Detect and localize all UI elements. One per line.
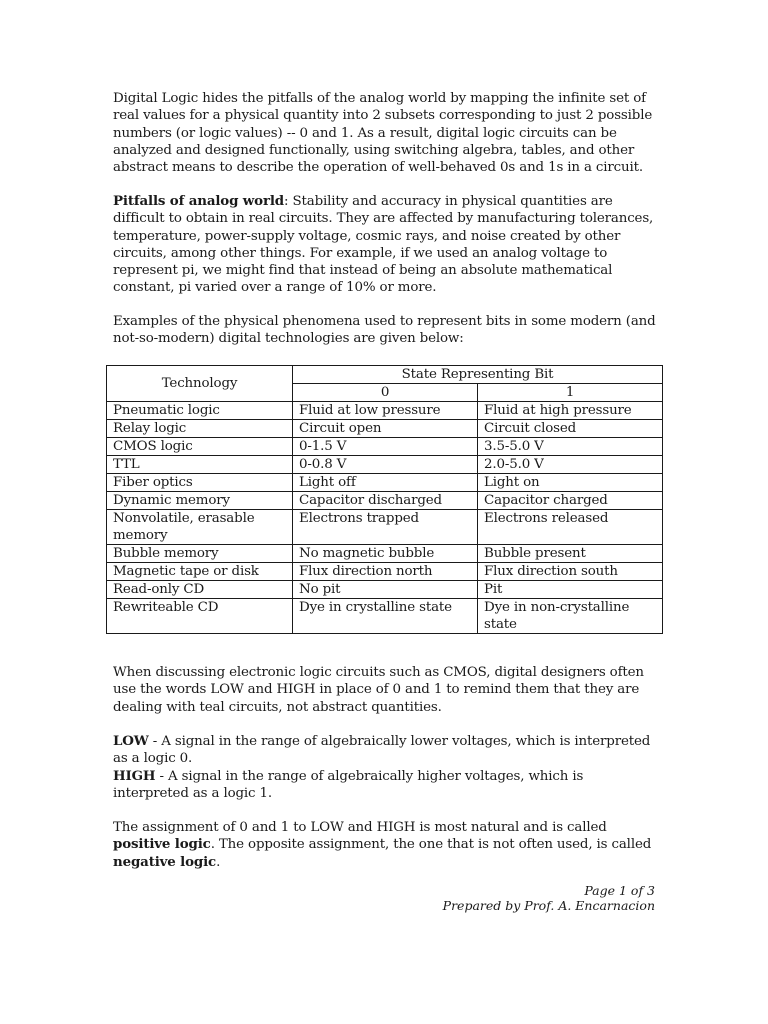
technology-cell: Relay logic bbox=[107, 420, 293, 438]
header-technology: Technology bbox=[107, 366, 293, 402]
table-row bbox=[107, 510, 663, 545]
technology-table bbox=[106, 365, 663, 634]
state-zero-cell: Fluid at low pressure bbox=[293, 402, 478, 420]
table-row bbox=[107, 474, 663, 492]
assignment-paragraph bbox=[113, 819, 658, 871]
high-definition: - A signal in the range of algebraically higher voltages, which is interpreted as a logic 1. bbox=[113, 768, 584, 801]
state-one-cell: Capacitor charged bbox=[478, 492, 663, 510]
table-row bbox=[107, 402, 663, 420]
technology-cell: Magnetic tape or disk bbox=[107, 563, 293, 581]
state-one-cell: Flux direction south bbox=[478, 563, 663, 581]
assignment-text-2: . The opposite assignment, the one that is not often used, is called bbox=[210, 837, 652, 853]
technology-cell: CMOS logic bbox=[107, 438, 293, 456]
high-term: HIGH bbox=[113, 767, 156, 784]
assignment-text-3: . bbox=[216, 854, 221, 870]
pitfalls-term: Pitfalls of analog world bbox=[113, 193, 285, 209]
low-high-intro-paragraph bbox=[113, 664, 658, 716]
state-zero-cell: No pit bbox=[293, 581, 478, 599]
state-one-cell: Pit bbox=[478, 581, 663, 599]
state-zero-cell: 0-1.5 V bbox=[293, 438, 478, 456]
assignment-text-1: The assignment of 0 and 1 to LOW and HIGH is most natural and is called bbox=[113, 820, 607, 835]
technology-cell: Dynamic memory bbox=[107, 492, 293, 510]
state-one-cell: Fluid at high pressure bbox=[478, 402, 663, 420]
state-zero-cell: Electrons trapped bbox=[293, 510, 478, 545]
state-zero-cell: Dye in crystalline state bbox=[293, 599, 478, 634]
state-one-cell: Bubble present bbox=[478, 545, 663, 563]
low-high-intro-text: When discussing electronic logic circuits such as CMOS, digital designers often use the words LOW and HIGH in place of 0 and 1 to remind them that they are dealing with teal circuits, not abstract quantities. bbox=[113, 665, 644, 715]
state-one-cell: Circuit closed bbox=[478, 420, 663, 438]
state-one-cell: Electrons released bbox=[478, 510, 663, 545]
low-term: LOW bbox=[113, 733, 149, 749]
author-credit: Prepared by Prof. A. Encarnacion bbox=[442, 898, 655, 913]
table-header-row bbox=[107, 366, 663, 384]
state-one-cell: 3.5-5.0 V bbox=[478, 438, 663, 456]
table-row bbox=[107, 492, 663, 510]
technology-cell: Fiber optics bbox=[107, 474, 293, 492]
table-row bbox=[107, 563, 663, 581]
state-zero-cell: Flux direction north bbox=[293, 563, 478, 581]
table-body bbox=[107, 402, 663, 634]
examples-intro-paragraph bbox=[113, 313, 658, 348]
header-state: State Representing Bit bbox=[293, 366, 663, 384]
state-one-cell: 2.0-5.0 V bbox=[478, 456, 663, 474]
technology-cell: TTL bbox=[107, 456, 293, 474]
pitfalls-paragraph bbox=[113, 193, 658, 297]
low-definition: - A signal in the range of algebraically lower voltages, which is interpreted as a logic 0. bbox=[113, 734, 651, 767]
state-zero-cell: Light off bbox=[293, 474, 478, 492]
technology-cell: Bubble memory bbox=[107, 545, 293, 563]
header-one: 1 bbox=[478, 384, 663, 402]
technology-cell: Nonvolatile, erasable memory bbox=[107, 510, 293, 545]
negative-logic-term: negative logic bbox=[113, 853, 217, 870]
state-zero-cell: No magnetic bubble bbox=[293, 545, 478, 563]
intro-paragraph bbox=[113, 90, 658, 176]
intro-text: Digital Logic hides the pitfalls of the analog world by mapping the infinite set of real values for a physical quantity into 2 subsets corresponding to just 2 possible numbers (or logic values) -- 0 and 1. As a result, digital logic circuits can be analyzed and designed functionally, using switching algebra, tables, and other abstract means to describe the operation of well-behaved 0s and 1s in a circuit. bbox=[113, 91, 653, 176]
technology-cell: Read-only CD bbox=[107, 581, 293, 599]
state-one-cell: Light on bbox=[478, 474, 663, 492]
state-zero-cell: Circuit open bbox=[293, 420, 478, 438]
state-zero-cell: 0-0.8 V bbox=[293, 456, 478, 474]
table-row bbox=[107, 545, 663, 563]
table-row bbox=[107, 599, 663, 634]
header-zero: 0 bbox=[293, 384, 478, 402]
table-row bbox=[107, 581, 663, 599]
table-row bbox=[107, 438, 663, 456]
table-row bbox=[107, 420, 663, 438]
technology-cell: Rewriteable CD bbox=[107, 599, 293, 634]
state-one-cell: Dye in non-crystalline state bbox=[478, 599, 663, 634]
definitions-paragraph bbox=[113, 733, 658, 802]
positive-logic-term: positive logic bbox=[113, 836, 211, 853]
table-row bbox=[107, 456, 663, 474]
page-number: Page 1 of 3 bbox=[584, 883, 655, 898]
technology-cell: Pneumatic logic bbox=[107, 402, 293, 420]
state-zero-cell: Capacitor discharged bbox=[293, 492, 478, 510]
pitfalls-text: : Stability and accuracy in physical quantities are difficult to obtain in real circuits. They are affected by manufacturing tolerances, temperature, power-supply voltage, cosmic rays, and noise created by other circuits, among other things. For example, if we used an analog voltage to represent pi, we might find that instead of being an absolute mathematical constant, pi varied over a range of 10% or more. bbox=[113, 194, 654, 296]
examples-intro-text: Examples of the physical phenomena used to represent bits in some modern (and not-so-modern) digital technologies are given below: bbox=[113, 314, 656, 347]
